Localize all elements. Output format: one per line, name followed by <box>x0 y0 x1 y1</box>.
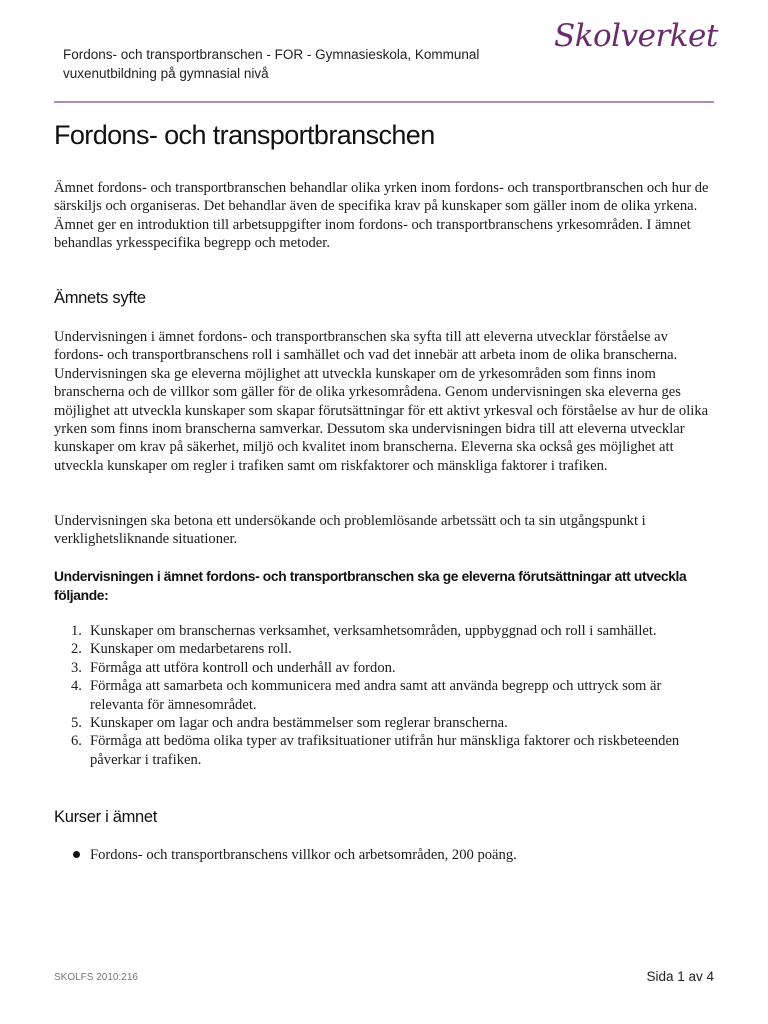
skolverket-logo: Skolverket <box>554 18 718 54</box>
syfte-paragraph-2: Undervisningen ska betona ett undersökande och problemlösande arbetssätt och ta sin utgångspunkt i verklighetsliknande situationer. <box>54 513 646 548</box>
page-number: Sida 1 av 4 <box>646 969 714 984</box>
list-item <box>54 659 714 677</box>
list-item-number: 1. <box>71 623 82 639</box>
list-item-text: Kunskaper om medarbetarens roll. <box>90 641 292 658</box>
list-item-text: Förmåga att samarbeta och kommunicera med andra samt att använda begrepp och uttryck som är relevanta för ämnesområdet. <box>90 678 662 713</box>
courses-list <box>54 846 714 864</box>
footer-reference: SKOLFS 2010:216 <box>54 972 138 983</box>
list-item-text: Kunskaper om branschernas verksamhet, verksamhetsområden, uppbyggnad och roll i samhället. <box>90 623 657 639</box>
list-item-number: 6. <box>71 733 82 750</box>
syfte-paragraph-1: Undervisningen i ämnet fordons- och transportbranschen ska syfta till att eleverna utvecklar förståelse av fordons- och transportbranschens roll i samhället och vad det innebär att arbeta inom de olika branscherna. Undervisningen ska ge eleverna möjlighet att utveckla kunskaper om de yrkesområden som finns inom branscherna och de villkor som gäller för de olika yrkesområdena. Genom undervisningen ska eleverna ges möjlighet att utveckla kunskaper som skapar förutsättningar för ett aktivt yrkesval och förståelse av hur de olika yrken som finns inom branscherna samverkar. Dessutom ska undervisningen bidra till att eleverna utvecklar kunskaper om krav på säkerhet, miljö och kvalitet inom branscherna. Eleverna ska också ges möjlighet att utveckla kunskaper om regler i trafiken samt om riskfaktorer och mänskliga faktorer i trafiken. <box>54 329 709 474</box>
section-heading-syfte: Ämnets syfte <box>54 289 146 307</box>
list-item <box>54 732 714 769</box>
list-item-number: 4. <box>71 678 82 695</box>
header-line-1: Fordons- och transportbranschen - FOR - Gymnasieskola, Kommunal <box>63 47 480 62</box>
bullet-icon <box>73 851 80 858</box>
list-item <box>54 622 714 640</box>
course-item-text: Fordons- och transportbranschens villkor och arbetsområden, 200 poäng. <box>90 847 517 863</box>
goals-lead: Undervisningen i ämnet fordons- och transportbranschen ska ge eleverna förutsättningar att utveckla följande: <box>54 569 687 603</box>
header-divider <box>54 101 714 103</box>
list-item-number: 2. <box>71 641 82 658</box>
list-item <box>54 846 714 864</box>
goals-list <box>54 622 714 769</box>
intro-paragraph: Ämnet fordons- och transportbranschen behandlar olika yrken inom fordons- och transportbranschen och hur de särskiljs och organiseras. Det behandlar även de specifika krav på kunskaper som gäller inom de olika yrkena. Ämnet ger en introduktion till arbetsuppgifter inom fordons- och transportbranschens yrkesområden. I ämnet behandlas yrkesspecifika begrepp och metoder. <box>54 180 709 252</box>
list-item-number: 5. <box>71 715 82 732</box>
list-item <box>54 714 714 732</box>
header-line-2: vuxenutbildning på gymnasial nivå <box>63 66 269 81</box>
list-item-text: Förmåga att utföra kontroll och underhåll av fordon. <box>90 659 396 676</box>
page-title: Fordons- och transportbranschen <box>54 120 435 150</box>
list-item <box>54 640 714 658</box>
list-item-text: Kunskaper om lagar och andra bestämmelser som reglerar branscherna. <box>90 715 508 732</box>
section-heading-kurser: Kurser i ämnet <box>54 808 158 826</box>
document-header <box>63 45 533 83</box>
list-item-text: Förmåga att bedöma olika typer av trafiksituationer utifrån hur mänskliga faktorer och riskbeteenden påverkar i trafiken. <box>90 733 680 768</box>
list-item-number: 3. <box>71 659 82 676</box>
list-item <box>54 677 714 714</box>
